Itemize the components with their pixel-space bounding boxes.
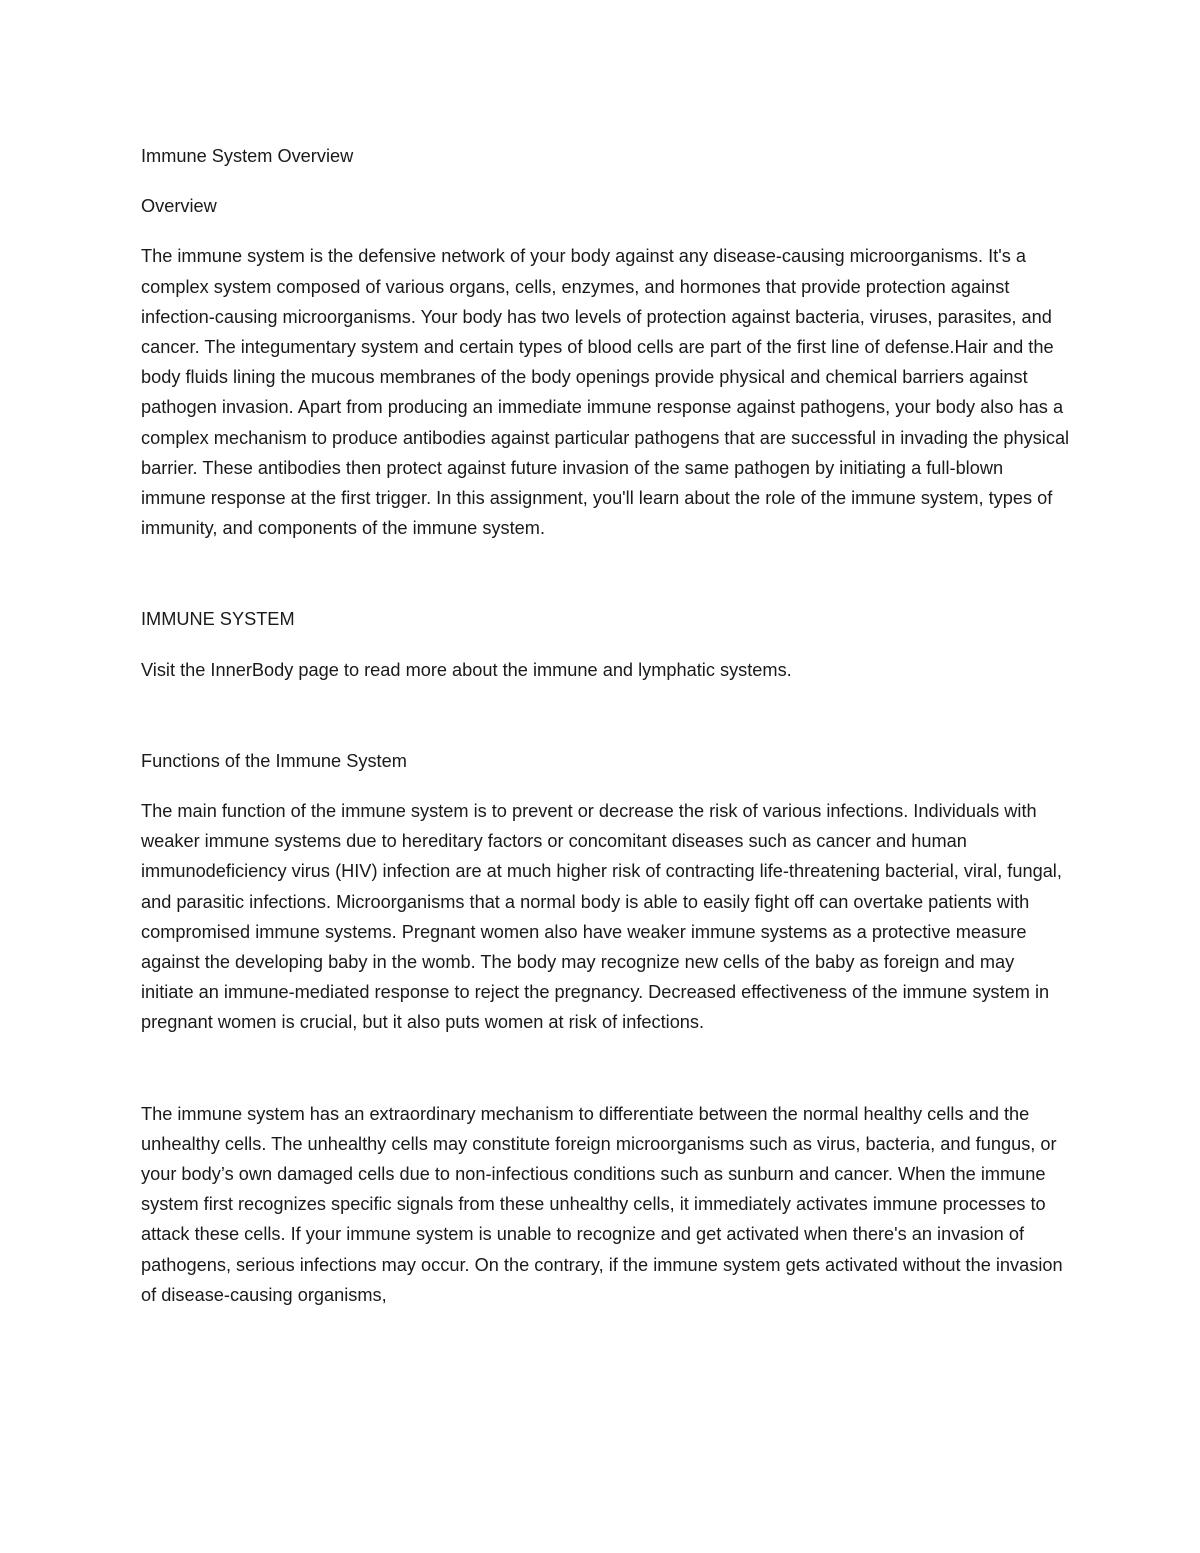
mechanism-paragraph: The immune system has an extraordinary mechanism to differentiate between the normal healthy cells and the unhealthy cells. The unhealthy cells may constitute foreign microorganisms such as virus, bacteria, and fungus, or your body’s own damaged cells due to non-infectious conditions such as sunburn and cancer. When the immune system first recognizes specific signals from these unhealthy cells, it immediately activates immune processes to attack these cells. If your immune system is unable to recognize and get activated when there's an invasion of pathogens, serious infections may occur. On the contrary, if the immune system gets activated without the invasion of disease-causing organisms, xyxy=(141,1103,1063,1305)
spacer xyxy=(141,685,1071,746)
innerbody-link-text: Visit the InnerBody page to read more about the immune and lymphatic systems. xyxy=(141,659,792,680)
spacer xyxy=(141,1038,1071,1099)
spacer xyxy=(141,776,1071,796)
functions-paragraph: The main function of the immune system is to prevent or decrease the risk of various infections. Individuals with weaker immune systems due to hereditary factors or concomitant diseases such as cancer and human immunodeficiency virus (HIV) infection are at much higher risk of contracting life-threatening bacterial, viral, fungal, and parasitic infections. Microorganisms that a normal body is able to easily fight off can overtake patients with compromised immune systems. Pregnant women also have weaker immune systems as a protective measure against the developing baby in the womb. The body may recognize new cells of the baby as foreign and may initiate an immune-mediated response to reject the pregnancy. Decreased effectiveness of the immune system in pregnant women is crucial, but it also puts women at risk of infections. xyxy=(141,801,1062,1033)
spacer xyxy=(141,635,1071,655)
document-body xyxy=(141,141,1071,1310)
immune-system-heading: IMMUNE SYSTEM xyxy=(141,609,295,630)
functions-heading: Functions of the Immune System xyxy=(141,750,407,771)
document-title: Immune System Overview xyxy=(141,146,354,166)
overview-heading: Overview xyxy=(141,196,217,217)
spacer xyxy=(141,543,1071,604)
overview-paragraph: The immune system is the defensive network of your body against any disease-causing microorganisms. It's a complex system composed of various organs, cells, enzymes, and hormones that provide protection against infection-causing microorganisms. Your body has two levels of protection against bacteria, viruses, parasites, and cancer. The integumentary system and certain types of blood cells are part of the first line of defense.Hair and the body fluids lining the mucous membranes of the body openings provide physical and chemical barriers against pathogen invasion. Apart from producing an immediate immune response against pathogens, your body also has a complex mechanism to produce antibodies against particular pathogens that are successful in invading the physical barrier. These antibodies then protect against future invasion of the same pathogen by initiating a full-blown immune response at the first trigger. In this assignment, you'll learn about the role of the immune system, types of immunity, and components of the immune system. xyxy=(141,246,1070,539)
